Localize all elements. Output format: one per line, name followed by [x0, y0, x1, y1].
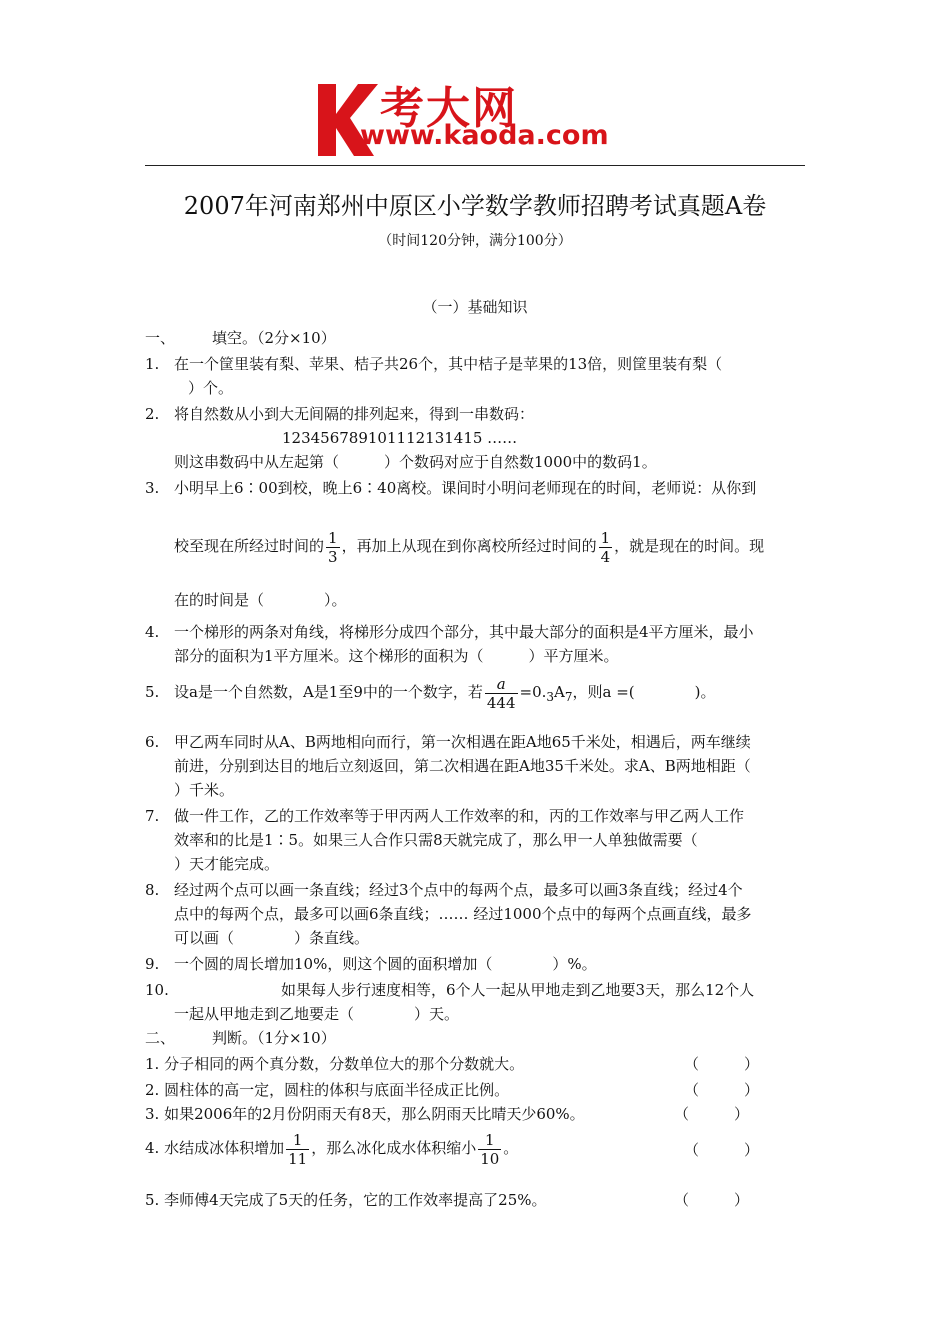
fraction-one-eleventh — [286, 1131, 309, 1168]
fraction-numerator: 1 — [286, 1131, 309, 1150]
part2-title: 判断。（1分×10） — [212, 1029, 336, 1047]
q3-line2-text-b: ，再加上从现在到你离校所经过时间的 — [341, 537, 597, 555]
q5-text-a: 设a是一个自然数，A是1至9中的一个数字，若 — [174, 683, 483, 701]
q4-line1: 一个梯形的两条对角线，将梯形分成四个部分，其中最大部分的面积是4平方厘米，最小 — [174, 623, 754, 641]
q7-number: 7. — [145, 807, 160, 825]
q3-line2-text-a: 校至现在所经过时间的 — [174, 537, 325, 555]
q7-line1: 做一件工作，乙的工作效率等于甲丙两人工作效率的和，丙的工作效率与甲乙两人工作 — [174, 807, 745, 825]
section-heading: （一）基础知识 — [422, 298, 528, 316]
fraction-a-over-444 — [485, 675, 518, 712]
q5-sub-3: 3 — [546, 690, 555, 704]
fraction-one-quarter — [599, 529, 613, 566]
fraction-numerator: 1 — [478, 1131, 501, 1150]
q4-number: 4. — [145, 623, 160, 641]
q2-sequence: 123456789101112131415 …… — [282, 429, 518, 447]
q6-line1: 甲乙两车同时从A、B两地相向而行，第一次相遇在距A地65千米处，相遇后，两车继续 — [174, 733, 751, 751]
q3-line1: 小明早上6∶00到校，晚上6∶40离校。课间时小明问老师现在的时间，老师说：从你到 — [174, 479, 757, 497]
judge-item-3-paren: （ ） — [674, 1105, 750, 1123]
judge-item-5-paren: （ ） — [674, 1191, 750, 1209]
judge-item-5: 5. 李师傅4天完成了5天的任务，它的工作效率提高了25%。 — [145, 1191, 547, 1209]
q4-line2: 部分的面积为1平方厘米。这个梯形的面积为（ ）平方厘米。 — [174, 647, 619, 665]
q5-text-b: =0. — [519, 683, 547, 701]
q1-line2: ）个。 — [188, 379, 234, 397]
q1-line1: 在一个筐里装有梨、苹果、桔子共26个，其中桔子是苹果的13倍，则筐里装有梨（ — [174, 355, 723, 373]
q6-line3: ）千米。 — [174, 781, 235, 799]
q8-line2: 点中的每两个点，最多可以画6条直线；…… 经过1000个点中的每两个点画直线，最多 — [174, 905, 752, 923]
q8-line3: 可以画（ ）条直线。 — [174, 929, 370, 947]
fraction-denominator: 4 — [600, 547, 611, 566]
q2-line3: 则这串数码中从左起第（ ）个数码对应于自然数1000中的数码1。 — [174, 453, 657, 471]
judge-item-2-paren: （ ） — [684, 1081, 760, 1099]
logo-chinese-text: 考大网 — [380, 83, 518, 134]
part1-number: 一、 — [145, 329, 176, 347]
judge-item-4-text-c: 。 — [503, 1139, 519, 1157]
q8-line1: 经过两个点可以画一条直线；经过3个点中的每两个点，最多可以画3条直线；经过4个 — [174, 881, 743, 899]
q8-number: 8. — [145, 881, 160, 899]
q5-text-d: ，则a =( )。 — [572, 683, 716, 701]
q9-number: 9. — [145, 955, 160, 973]
q7-line3: ）天才能完成。 — [174, 855, 280, 873]
q5-number: 5. — [145, 683, 160, 701]
fraction-numerator: 1 — [600, 528, 611, 547]
q3-line2 — [174, 528, 764, 566]
q6-line2: 前进，分别到达目的地后立刻返回，第二次相遇在距A地35千米处。求A、B两地相距（ — [174, 757, 751, 775]
q10-number: 10. — [145, 981, 169, 999]
q7-line2: 效率和的比是1∶5。如果三人合作只需8天就完成了，那么甲一人单独做需要（ — [174, 831, 698, 849]
q5-sub-7: 7 — [564, 690, 573, 704]
q3-line2-text-c: ，就是现在的时间。现 — [614, 537, 765, 555]
kaoda-logo — [312, 78, 642, 160]
fraction-denominator: 11 — [288, 1149, 308, 1168]
q10-line2: 一起从甲地走到乙地要走（ ）天。 — [174, 1005, 460, 1023]
logo-url-text: www.kaoda.com — [360, 120, 609, 151]
fraction-denominator: 3 — [328, 547, 338, 566]
q1-number: 1. — [145, 355, 160, 373]
judge-item-4-paren: （ ） — [684, 1141, 760, 1159]
fraction-denominator: 444 — [486, 693, 516, 712]
q2-line1: 将自然数从小到大无间隔的排列起来，得到一串数码： — [174, 405, 535, 423]
q10-line1: 如果每人步行速度相等，6个人一起从甲地走到乙地要3天，那么12个人 — [281, 981, 755, 999]
fraction-one-third — [326, 529, 340, 566]
page-subtitle: （时间120分钟，满分100分） — [378, 233, 572, 249]
fraction-denominator: 10 — [480, 1149, 500, 1168]
q5-line1 — [174, 674, 716, 715]
fraction-numerator: 1 — [328, 528, 338, 547]
judge-item-2: 2. 圆柱体的高一定，圆柱的体积与底面半径成正比例。 — [145, 1081, 510, 1099]
judge-item-1-paren: （ ） — [684, 1055, 760, 1073]
q3-line3: 在的时间是（ ）。 — [174, 591, 347, 609]
judge-item-4-text-b: ，那么冰化成水体积缩小 — [311, 1139, 477, 1157]
q6-number: 6. — [145, 733, 160, 751]
header-divider — [145, 165, 805, 166]
judge-item-4 — [145, 1130, 518, 1168]
judge-item-4-text-a: 4. 水结成冰体积增加 — [145, 1139, 285, 1157]
part1-title: 填空。（2分×10） — [212, 329, 336, 347]
q2-number: 2. — [145, 405, 160, 423]
fraction-one-tenth — [478, 1131, 501, 1168]
page-title: 2007年河南郑州中原区小学数学教师招聘考试真题A卷 — [183, 192, 767, 220]
q9-line1: 一个圆的周长增加10%，则这个圆的面积增加（ ）%。 — [174, 955, 597, 973]
judge-item-1: 1. 分子相同的两个真分数，分数单位大的那个分数就大。 — [145, 1055, 525, 1073]
q3-number: 3. — [145, 479, 160, 497]
q5-text-c: A — [554, 683, 565, 701]
judge-item-3: 3. 如果2006年的2月份阴雨天有8天，那么阴雨天比晴天少60%。 — [145, 1105, 585, 1123]
fraction-numerator: a — [485, 675, 518, 694]
part2-number: 二、 — [145, 1029, 176, 1047]
